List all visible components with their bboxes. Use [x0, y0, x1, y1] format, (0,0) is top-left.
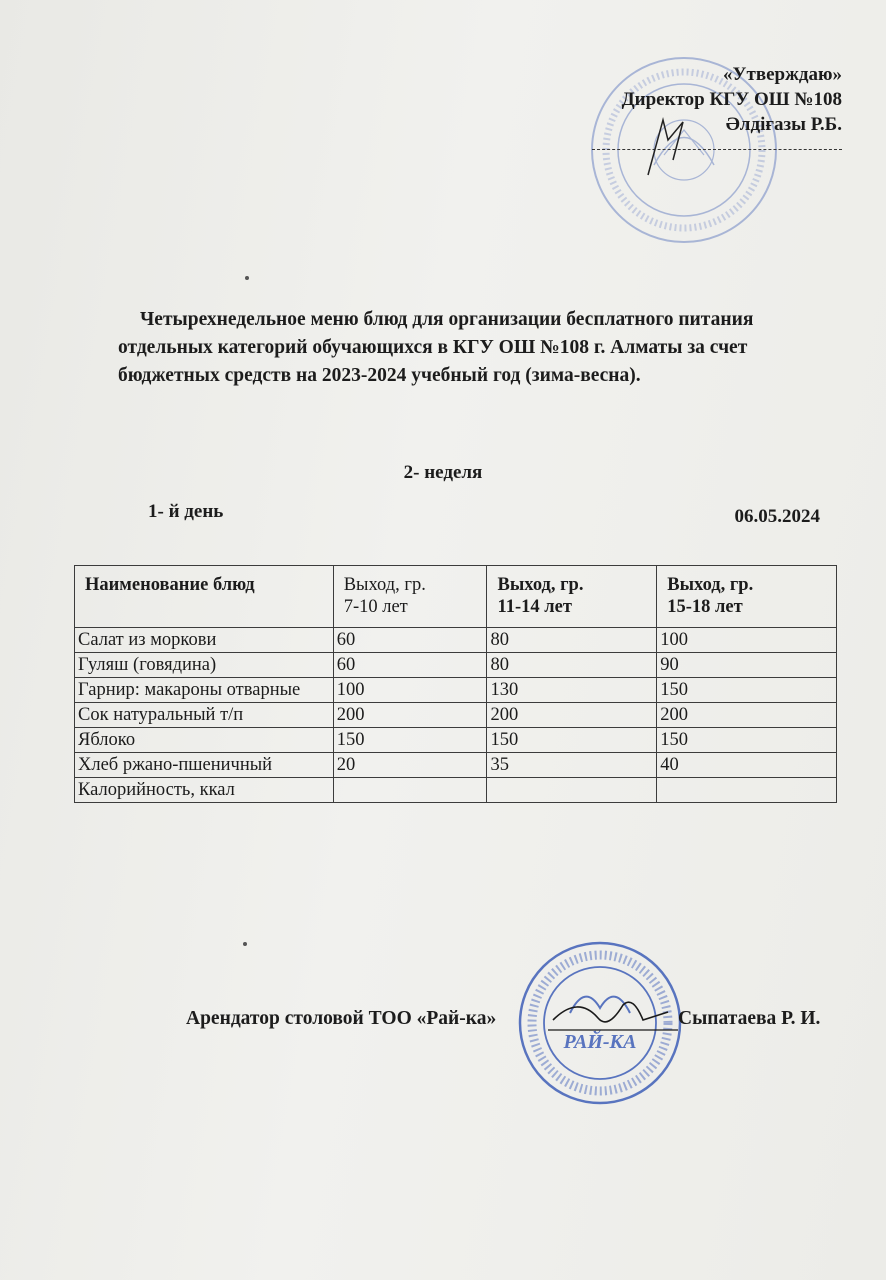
header-age: 15-18 лет: [667, 597, 743, 617]
yield-7-10: [333, 778, 487, 803]
yield-11-14: 150: [487, 728, 657, 753]
header-yield-11-14: [487, 566, 657, 628]
yield-7-10: 200: [333, 703, 487, 728]
yield-15-18: 200: [657, 703, 837, 728]
yield-15-18: 40: [657, 753, 837, 778]
dish-name: Сок натуральный т/п: [75, 703, 334, 728]
yield-11-14: 130: [487, 678, 657, 703]
dish-name: Гуляш (говядина): [75, 653, 334, 678]
week-label: 2- неделя: [403, 462, 483, 483]
yield-15-18: 150: [657, 678, 837, 703]
yield-15-18: 150: [657, 728, 837, 753]
dish-name: Гарнир: макароны отварные: [75, 678, 334, 703]
yield-15-18: [657, 778, 837, 803]
yield-15-18: 90: [657, 653, 837, 678]
header-text: Выход, гр.: [497, 575, 584, 595]
tenant-signature: [548, 990, 678, 1040]
approval-position: Директор КГУ ОШ №108: [621, 89, 842, 110]
yield-7-10: 60: [333, 653, 487, 678]
yield-11-14: 80: [487, 628, 657, 653]
yield-11-14: 80: [487, 653, 657, 678]
menu-date: 06.05.2024: [734, 506, 820, 527]
header-yield-15-18: [657, 566, 837, 628]
header-text: Выход, гр.: [343, 575, 426, 595]
yield-11-14: 35: [487, 753, 657, 778]
table-row: [75, 753, 837, 778]
stamp-text: РАЙ-КА: [563, 1031, 637, 1053]
header-text: Наименование блюд: [85, 575, 255, 595]
punch-mark: [243, 942, 247, 946]
table-row: [75, 653, 837, 678]
menu-table: [74, 565, 837, 803]
punch-mark: [245, 276, 249, 280]
title-line: Четырехнедельное меню блюд для организации бесплатного питания: [140, 309, 754, 330]
table-row: [75, 703, 837, 728]
title-line: отдельных категорий обучающихся в КГУ ОШ №108 г. Алматы за счет: [118, 337, 748, 358]
header-age: 7-10 лет: [343, 597, 408, 617]
header-age: 11-14 лет: [497, 597, 572, 617]
document-title: [118, 306, 838, 390]
tenant-label: Арендатор столовой ТОО «Рай-ка»: [186, 1008, 497, 1029]
header-dish-name: [75, 566, 334, 628]
day-label: 1- й день: [148, 501, 224, 522]
yield-11-14: 200: [487, 703, 657, 728]
tenant-name: Сыпатаева Р. И.: [678, 1008, 821, 1029]
yield-7-10: 150: [333, 728, 487, 753]
header-text: Выход, гр.: [667, 575, 754, 595]
table-row: [75, 628, 837, 653]
dish-name: Яблоко: [75, 728, 334, 753]
header-yield-7-10: [333, 566, 487, 628]
table-row: [75, 728, 837, 753]
approval-heading: «Утверждаю»: [723, 64, 842, 85]
yield-11-14: [487, 778, 657, 803]
approval-signatory: Әлдіғазы Р.Б.: [725, 114, 842, 135]
table-header-row: [75, 566, 837, 628]
director-signature: [628, 110, 698, 180]
yield-7-10: 20: [333, 753, 487, 778]
yield-15-18: 100: [657, 628, 837, 653]
dish-name: Салат из моркови: [75, 628, 334, 653]
table-row: [75, 778, 837, 803]
dish-name: Хлеб ржано-пшеничный: [75, 753, 334, 778]
dish-name: Калорийность, ккал: [75, 778, 334, 803]
yield-7-10: 100: [333, 678, 487, 703]
title-line: бюджетных средств на 2023-2024 учебный год (зима-весна).: [118, 365, 641, 386]
table-row: [75, 678, 837, 703]
yield-7-10: 60: [333, 628, 487, 653]
